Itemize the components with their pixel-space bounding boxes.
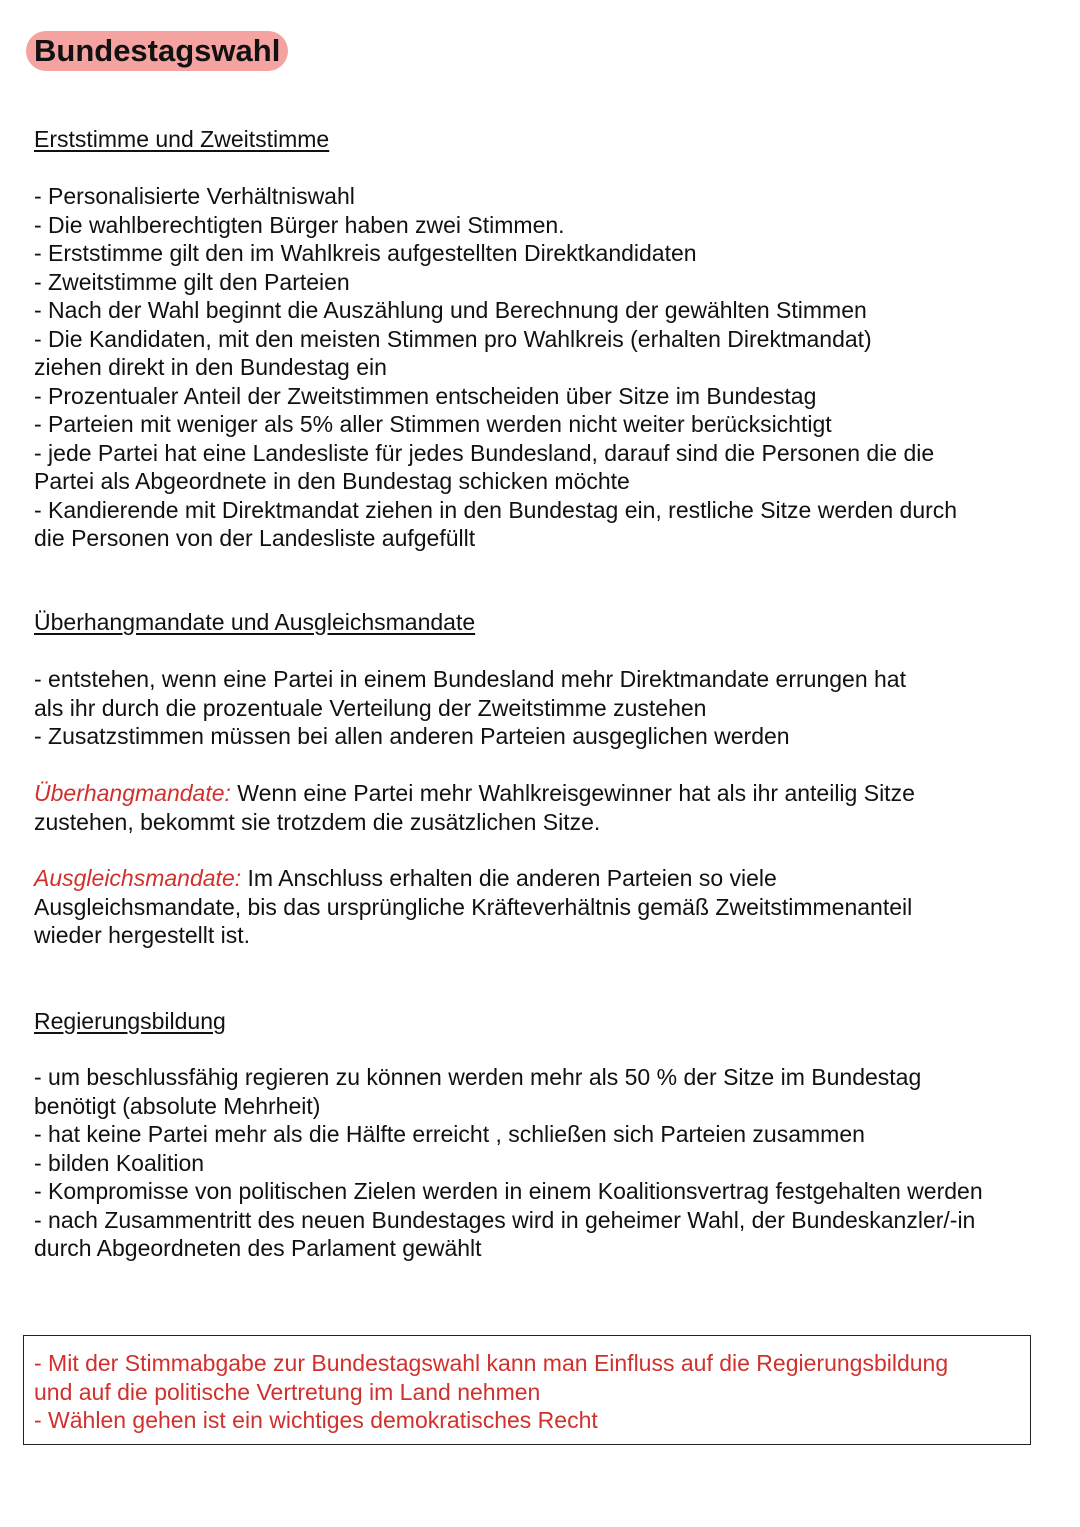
text-line: zustehen, bekommt sie trotzdem die zusätzlichen Sitze. [34,808,601,835]
text-line: - Erststimme gilt den im Wahlkreis aufgestellten Direktkandidaten [34,240,697,266]
text-line: - Nach der Wahl beginnt die Auszählung und Berechnung der gewählten Stimmen [34,297,867,323]
text-line: durch Abgeordneten des Parlament gewählt [34,1235,482,1261]
text-line: die Personen von der Landesliste aufgefüllt [34,525,476,551]
text-line: - Kompromisse von politischen Zielen werden in einem Koalitionsvertrag festgehalten werden [34,1178,983,1204]
text-line: wieder hergestellt ist. [34,922,251,948]
text-line: - Zusatzstimmen müssen bei allen anderen Parteien ausgeglichen werden [34,723,790,749]
text-line: - hat keine Partei mehr als die Hälfte erreicht , schließen sich Parteien zusammen [34,1121,865,1147]
definition-text: Im Anschluss erhalten die anderen Parteien so viele [241,865,777,891]
text-line: - Kandierende mit Direktmandat ziehen in den Bundestag ein, restliche Sitze werden durch [34,496,958,523]
text-line: - entstehen, wenn eine Partei in einem Bundesland mehr Direktmandate errungen hat [34,666,906,692]
text-line: - Die wahlberechtigten Bürger haben zwei Stimmen. [34,211,565,238]
text-line: - Zweitstimme gilt den Parteien [34,268,350,295]
text-line: Partei als Abgeordnete in den Bundestag schicken möchte [34,468,630,494]
text-line: - nach Zusammentritt des neuen Bundestages wird in geheimer Wahl, der Bundeskanzler/-in [34,1206,976,1233]
definition-text: Wenn eine Partei mehr Wahlkreisgewinner hat als ihr anteilig Sitze [230,780,915,806]
text-line: - Die Kandidaten, mit den meisten Stimmen pro Wahlkreis (erhalten Direktmandat) [34,325,872,352]
term-ausgleichsmandate: Ausgleichsmandate: [34,865,242,891]
text-line: als ihr durch die prozentuale Verteilung der Zweitstimme zustehen [34,694,707,721]
section-body-erststimme [34,182,1064,553]
callout-line: - Wählen gehen ist ein wichtiges demokratisches Recht [34,1407,598,1433]
text-line: - Parteien mit weniger als 5% aller Stimmen werden nicht weiter berücksichtigt [34,411,832,437]
definition-ueberhangmandate [34,779,1064,836]
text-line: - Prozentualer Anteil der Zweitstimmen entscheiden über Sitze im Bundestag [34,382,817,409]
summary-callout-box [23,1335,1031,1445]
text-line: ziehen direkt in den Bundestag ein [34,354,387,380]
text-line: Ausgleichsmandate, bis das ursprüngliche Kräfteverhältnis gemäß Zweitstimmenanteil [34,893,913,920]
section-body-ueberhang [34,665,1064,751]
text-line: - Personalisierte Verhältniswahl [34,183,355,209]
section-body-regierungsbildung [34,1063,1064,1263]
page-title: Bundestagswahl [26,31,288,71]
text-line: - um beschlussfähig regieren zu können werden mehr als 50 % der Sitze im Bundestag [34,1064,922,1090]
text-line: - bilden Koalition [34,1149,205,1176]
section-heading-regierungsbildung: Regierungsbildung [34,1008,226,1034]
section-heading-ueberhang: Überhangmandate und Ausgleichsmandate [34,609,476,635]
section-heading-erststimme: Erststimme und Zweitstimme [34,126,330,152]
text-line [34,864,1064,893]
text-line: - jede Partei hat eine Landesliste für jedes Bundesland, darauf sind die Personen die die [34,439,935,466]
term-ueberhangmandate: Überhangmandate: [34,780,231,806]
callout-line: - Mit der Stimmabgabe zur Bundestagswahl kann man Einfluss auf die Regierungsbildung [34,1350,949,1376]
definition-ausgleichsmandate [34,864,1064,950]
text-line [34,779,1064,808]
text-line: benötigt (absolute Mehrheit) [34,1092,321,1119]
callout-line: und auf die politische Vertretung im Land nehmen [34,1378,541,1405]
